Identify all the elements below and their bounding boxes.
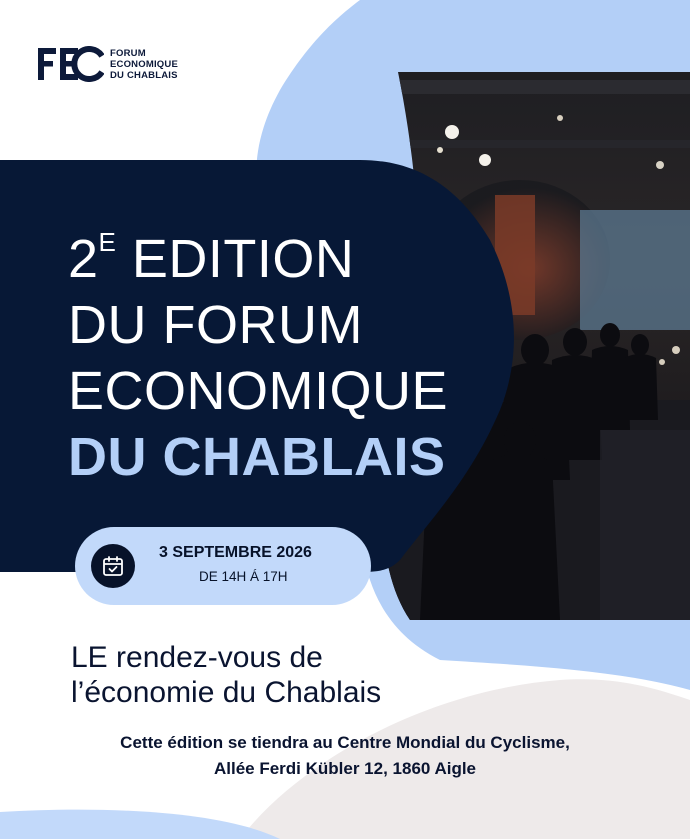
event-date: 3 SEPTEMBRE 2026 [159, 544, 312, 561]
logo-wordmark [110, 48, 178, 81]
logo-line: ECONOMIQUE [110, 58, 178, 70]
venue-line-2: Allée Ferdi Kübler 12, 1860 Aigle [213, 759, 477, 778]
headline-line-4: DU CHABLAIS [68, 427, 446, 487]
tagline-line-1: LE rendez-vous de [71, 641, 323, 674]
headline-line-3: ECONOMIQUE [68, 361, 449, 421]
logo [38, 46, 178, 82]
edition-number: 2 [68, 229, 99, 289]
logo-line: DU CHABLAIS [110, 69, 178, 81]
calendar-check-icon [101, 554, 125, 578]
tagline-line-2: l’économie du Chablais [71, 676, 382, 709]
venue-info [0, 730, 690, 782]
venue-line-1: Cette édition se tiendra au Centre Mondial du Cyclisme, [120, 733, 570, 752]
fec-letters-icon [38, 46, 104, 82]
edition-word: EDITION [116, 229, 355, 289]
fec-logo-mark [38, 46, 104, 82]
event-headline [68, 226, 448, 490]
headline-line-2: DU FORUM [68, 295, 363, 355]
headline-line-1 [68, 226, 448, 292]
event-time: DE 14H Á 17H [199, 569, 288, 584]
logo-line: FORUM [110, 47, 146, 59]
date-pill [75, 527, 371, 605]
edition-superscript: E [98, 227, 117, 257]
tagline [71, 640, 381, 710]
calendar-badge [91, 544, 135, 588]
